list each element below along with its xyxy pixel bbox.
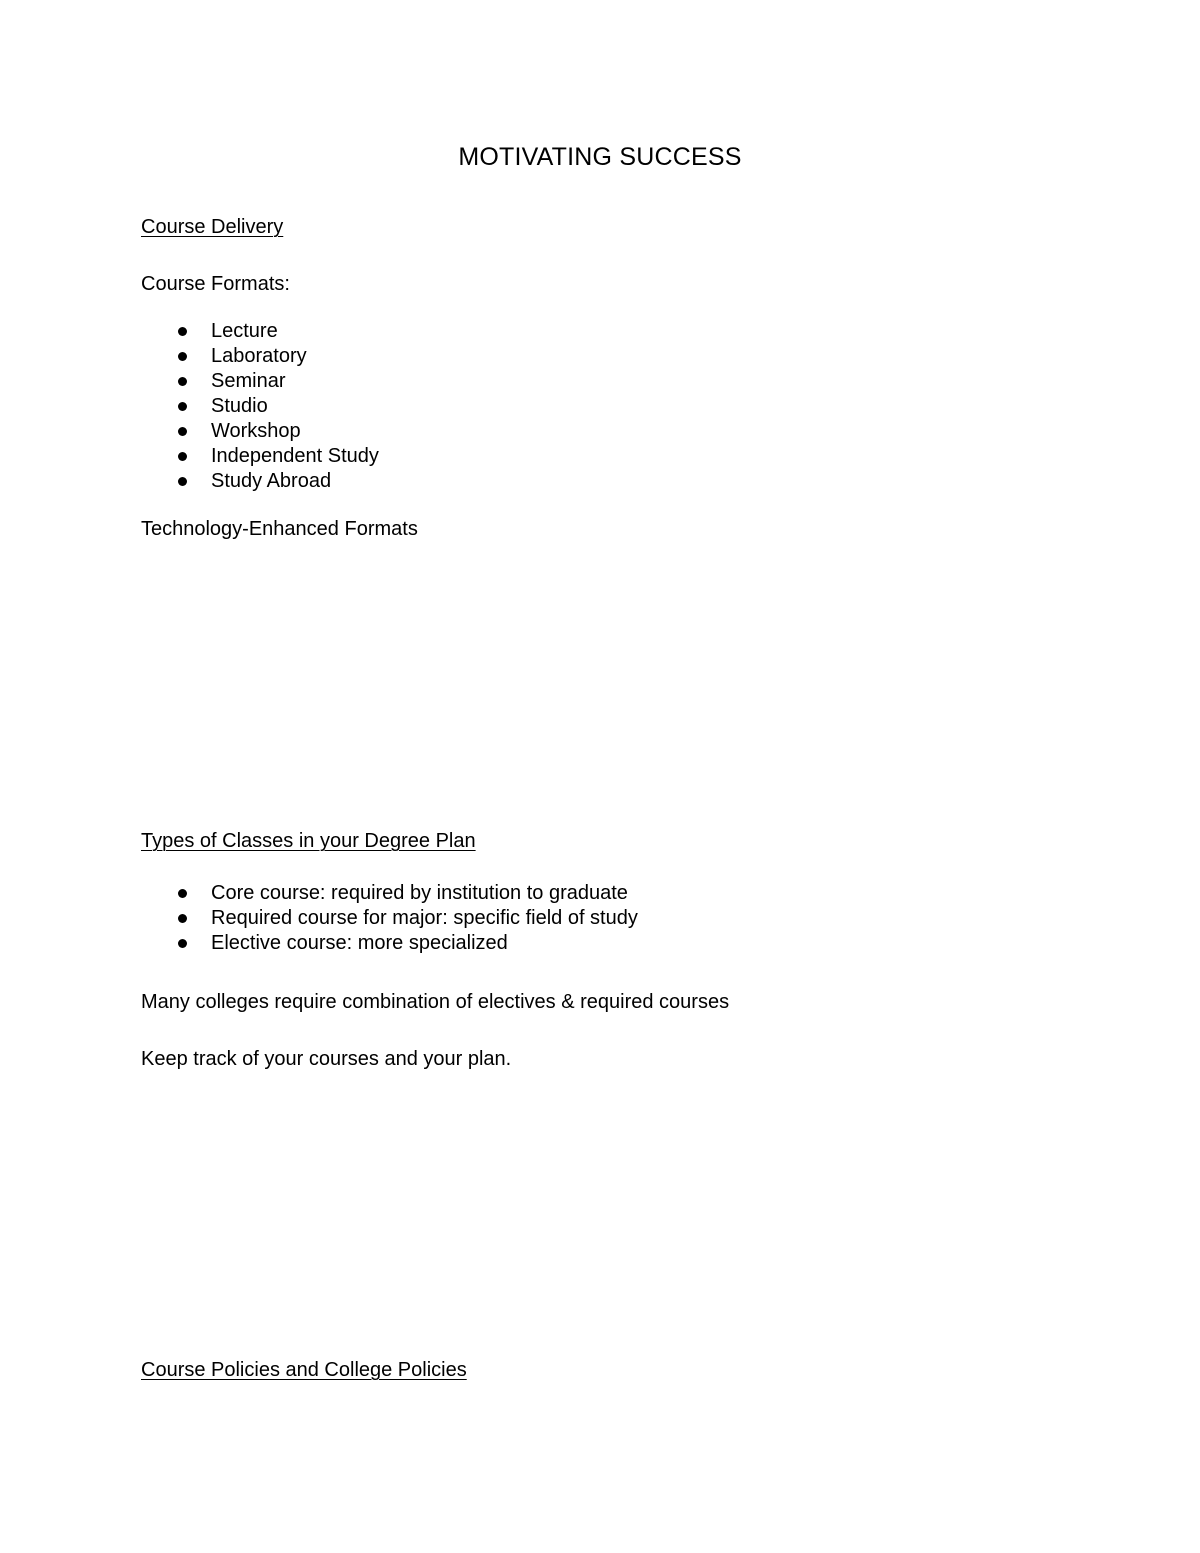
- list-item: [141, 394, 379, 419]
- page-title: MOTIVATING SUCCESS: [458, 143, 742, 171]
- list-item-text: Lecture: [211, 320, 278, 342]
- degree-plan-heading: Types of Classes in your Degree Plan: [141, 830, 476, 852]
- list-item-text: Core course: required by institution to graduate: [211, 882, 628, 904]
- track-courses-note: Keep track of your courses and your plan.: [141, 1048, 512, 1070]
- technology-enhanced-formats-label: Technology-Enhanced Formats: [141, 518, 418, 540]
- bullet-icon: [178, 327, 187, 336]
- bullet-icon: [178, 452, 187, 461]
- course-formats-list: [141, 319, 379, 494]
- list-item-text: Laboratory: [211, 345, 307, 367]
- list-item: [141, 881, 638, 906]
- list-item: [141, 419, 379, 444]
- course-formats-label: Course Formats:: [141, 273, 290, 295]
- list-item: [141, 469, 379, 494]
- list-item: [141, 931, 638, 956]
- bullet-icon: [178, 477, 187, 486]
- course-delivery-heading: Course Delivery: [141, 216, 284, 238]
- list-item: [141, 906, 638, 931]
- list-item-text: Workshop: [211, 420, 301, 442]
- policies-heading: Course Policies and College Policies: [141, 1359, 467, 1381]
- list-item-text: Required course for major: specific field of study: [211, 907, 638, 929]
- bullet-icon: [178, 939, 187, 948]
- list-item-text: Elective course: more specialized: [211, 932, 508, 954]
- list-item: [141, 369, 379, 394]
- list-item: [141, 344, 379, 369]
- bullet-icon: [178, 402, 187, 411]
- list-item-text: Studio: [211, 395, 268, 417]
- bullet-icon: [178, 889, 187, 898]
- electives-note: Many colleges require combination of electives & required courses: [141, 991, 730, 1013]
- bullet-icon: [178, 377, 187, 386]
- list-item: [141, 444, 379, 469]
- bullet-icon: [178, 427, 187, 436]
- class-types-list: [141, 881, 638, 956]
- bullet-icon: [178, 352, 187, 361]
- list-item-text: Study Abroad: [211, 470, 332, 492]
- bullet-icon: [178, 914, 187, 923]
- list-item: [141, 319, 379, 344]
- list-item-text: Seminar: [211, 370, 286, 392]
- list-item-text: Independent Study: [211, 445, 379, 467]
